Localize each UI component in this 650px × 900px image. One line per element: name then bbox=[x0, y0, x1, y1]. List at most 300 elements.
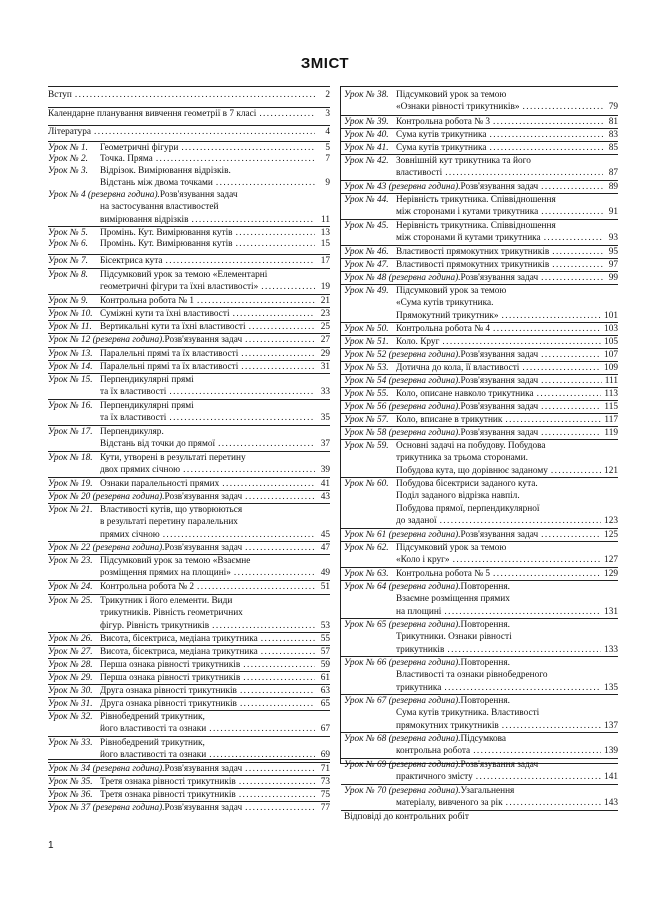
toc-entry[interactable] bbox=[341, 413, 618, 426]
toc-title: Контрольна робота № 4 bbox=[396, 324, 491, 334]
toc-title: Повторення. bbox=[460, 696, 510, 706]
toc-title: Повторення. bbox=[460, 658, 510, 668]
page-ref: 37 bbox=[320, 439, 330, 450]
lesson-number: Урок № 48 bbox=[344, 273, 387, 283]
toc-title: Розв'язування задач bbox=[460, 376, 539, 386]
page-ref: 9 bbox=[325, 178, 330, 189]
dot-leader bbox=[541, 529, 601, 541]
toc-line bbox=[344, 785, 618, 797]
toc-entry[interactable] bbox=[48, 320, 330, 333]
toc-entry[interactable] bbox=[341, 477, 618, 528]
lesson-number: Урок № 30. bbox=[48, 686, 93, 696]
lesson-note: (резервна година). bbox=[386, 376, 461, 386]
toc-title: Підсумковий урок за темою bbox=[396, 286, 507, 296]
toc-entry[interactable] bbox=[48, 307, 330, 320]
page-ref: 65 bbox=[320, 699, 330, 709]
lesson-number: Урок № 26. bbox=[48, 634, 93, 644]
toc-entry[interactable] bbox=[341, 180, 618, 193]
dot-leader bbox=[166, 255, 315, 267]
lesson-number: Урок № 44. bbox=[344, 195, 389, 205]
lesson-number: Урок № 2. bbox=[48, 154, 88, 164]
lesson-number: Урок № 50. bbox=[344, 324, 389, 334]
lesson-number: Урок № 57. bbox=[344, 415, 389, 425]
toc-entry[interactable] bbox=[341, 580, 618, 618]
lesson-number: Урок № 49. bbox=[344, 286, 389, 296]
toc-line bbox=[344, 181, 618, 193]
lesson-number: Урок № 25. bbox=[48, 596, 93, 606]
toc-entry[interactable] bbox=[341, 784, 618, 810]
toc-entry[interactable] bbox=[341, 541, 618, 567]
toc-line bbox=[48, 711, 330, 723]
toc-entry[interactable] bbox=[341, 115, 618, 128]
toc-title: Сума кутів трикутника bbox=[396, 143, 487, 153]
toc-entry[interactable] bbox=[48, 671, 330, 684]
toc-title: Сума кутів трикутника. Властивості bbox=[396, 708, 540, 719]
toc-title: Розв'язування задач bbox=[164, 543, 243, 553]
toc-title: матеріалу, вивченого за рік bbox=[396, 798, 503, 809]
toc-line bbox=[48, 452, 330, 464]
page-ref: 25 bbox=[320, 322, 330, 332]
toc-entry[interactable] bbox=[48, 788, 330, 801]
dot-leader bbox=[447, 644, 601, 656]
toc-title: Відстань між двома точками bbox=[100, 178, 213, 189]
page-number: 1 bbox=[48, 840, 54, 851]
page-ref: 109 bbox=[604, 363, 618, 373]
toc-title: Розв'язування задач bbox=[460, 428, 539, 438]
toc-entry[interactable] bbox=[341, 439, 618, 477]
lesson-number: Урок № 17. bbox=[48, 427, 93, 437]
toc-title: Підсумковий урок за темою bbox=[396, 90, 507, 100]
toc-entry[interactable] bbox=[48, 238, 330, 250]
toc-entry[interactable] bbox=[48, 645, 330, 658]
dot-leader bbox=[261, 281, 315, 293]
toc-title: Побудова прямої, перпендикулярної bbox=[396, 503, 540, 514]
toc-line bbox=[344, 797, 618, 809]
lesson-note: (резервна година). bbox=[386, 402, 461, 412]
lesson-number: Урок № 29. bbox=[48, 673, 93, 683]
toc-entry[interactable] bbox=[341, 567, 618, 580]
lesson-number: Урок № 66 bbox=[344, 658, 387, 668]
toc-entry[interactable] bbox=[341, 258, 618, 271]
toc-entry[interactable] bbox=[341, 361, 618, 374]
toc-entry[interactable] bbox=[341, 528, 618, 541]
lesson-number: Урок № 68 bbox=[344, 734, 387, 744]
toc-entry[interactable] bbox=[341, 89, 618, 114]
toc-title: Контрольна робота № 5 bbox=[396, 569, 491, 579]
page-ref: 97 bbox=[608, 260, 618, 270]
toc-line bbox=[48, 438, 330, 450]
page-ref: 129 bbox=[604, 569, 618, 579]
toc-column-left bbox=[48, 86, 330, 813]
toc-entry[interactable] bbox=[341, 245, 618, 258]
toc-entry[interactable] bbox=[48, 333, 330, 346]
toc-line bbox=[344, 771, 618, 783]
toc-entry[interactable] bbox=[48, 710, 330, 736]
toc-line bbox=[344, 401, 618, 413]
lesson-number: Урок № 40. bbox=[344, 130, 389, 140]
dot-leader bbox=[245, 491, 315, 503]
toc-title: геометричні фігури та їхні властивості» bbox=[100, 282, 259, 293]
lesson-number: Урок № 27. bbox=[48, 647, 93, 657]
toc-title: двох прямих січною bbox=[100, 465, 181, 476]
toc-line bbox=[48, 659, 330, 671]
toc-line bbox=[48, 607, 330, 619]
toc-line bbox=[48, 802, 330, 814]
toc-line bbox=[344, 811, 618, 823]
lesson-number: Урок № 38. bbox=[344, 90, 389, 100]
toc-entry[interactable] bbox=[341, 348, 618, 361]
toc-line bbox=[344, 707, 618, 719]
toc-title: Сума кутів трикутника bbox=[396, 130, 487, 140]
toc-entry[interactable] bbox=[341, 335, 618, 348]
toc-entry[interactable] bbox=[341, 758, 618, 784]
toc-line bbox=[48, 789, 330, 801]
toc-line bbox=[344, 644, 618, 656]
lesson-note: (резервна година). bbox=[386, 350, 461, 360]
toc-title: Паралельні прямі та їх властивості bbox=[100, 349, 239, 359]
toc-entry[interactable] bbox=[341, 387, 618, 400]
dot-leader bbox=[241, 361, 315, 373]
toc-line bbox=[344, 669, 618, 681]
toc-line bbox=[344, 733, 618, 745]
toc-line bbox=[344, 542, 618, 554]
lesson-number: Урок № 39. bbox=[344, 117, 389, 127]
toc-entry[interactable] bbox=[48, 399, 330, 425]
toc-line bbox=[48, 763, 330, 775]
toc-title: в результаті перетину паралельних bbox=[100, 517, 238, 528]
toc-entry[interactable] bbox=[341, 219, 618, 245]
toc-title: Календарне планування вивчення геометрії в 7 класі bbox=[48, 109, 257, 119]
toc-line bbox=[344, 116, 618, 128]
toc-entry[interactable] bbox=[48, 541, 330, 554]
dot-leader bbox=[552, 259, 603, 271]
toc-entry[interactable] bbox=[341, 284, 618, 322]
dot-leader bbox=[502, 720, 601, 732]
toc-title: трикутників bbox=[396, 644, 445, 655]
dot-leader bbox=[502, 310, 602, 322]
lesson-number: Урок № 3. bbox=[48, 166, 88, 176]
lesson-number: Урок № 51. bbox=[344, 337, 389, 347]
toc-title: Розв'язування задач bbox=[460, 273, 539, 283]
lesson-number: Урок № 54 bbox=[344, 376, 387, 386]
toc-title: Розв'язування задач bbox=[460, 182, 539, 192]
page-ref: 123 bbox=[604, 516, 618, 527]
toc-title: на площині bbox=[396, 606, 442, 617]
toc-line bbox=[48, 348, 330, 360]
dot-leader bbox=[541, 427, 601, 439]
toc-line bbox=[344, 194, 618, 206]
toc-entry[interactable] bbox=[341, 618, 618, 656]
toc-entry[interactable] bbox=[341, 193, 618, 219]
toc-entry[interactable] bbox=[48, 125, 330, 138]
toc-title: Перпендикулярні прямі bbox=[100, 401, 194, 411]
toc-title: Розв'язування задач bbox=[164, 335, 243, 345]
toc-entry[interactable] bbox=[341, 128, 618, 141]
toc-entry[interactable] bbox=[48, 490, 330, 503]
toc-title: та їх властивості bbox=[100, 413, 167, 424]
toc-line bbox=[344, 349, 618, 361]
toc-title: Контрольна робота № 1 bbox=[100, 296, 195, 306]
toc-title: Суміжні кути та їхні властивості bbox=[100, 309, 230, 319]
toc-title: Нерівність трикутника. Співвідношення bbox=[396, 195, 556, 205]
toc-title: Коло. Круг bbox=[396, 337, 440, 347]
toc-entry[interactable] bbox=[341, 810, 618, 823]
toc-entry[interactable] bbox=[48, 425, 330, 451]
toc-line bbox=[344, 759, 618, 771]
toc-title: «Коло і круг» bbox=[396, 555, 450, 566]
toc-title: Узагальнення bbox=[460, 786, 515, 796]
dot-leader bbox=[197, 581, 315, 593]
toc-entry[interactable] bbox=[341, 400, 618, 413]
dot-leader bbox=[234, 567, 315, 579]
page-ref: 45 bbox=[320, 529, 330, 540]
page-ref: 107 bbox=[604, 350, 618, 360]
toc-title: Перша ознака рівності трикутників bbox=[100, 673, 241, 683]
page-ref: 105 bbox=[604, 337, 618, 347]
toc-line bbox=[344, 259, 618, 271]
lesson-number: Урок № 35. bbox=[48, 777, 93, 787]
toc-entry[interactable] bbox=[48, 775, 330, 788]
toc-line bbox=[344, 619, 618, 631]
page-ref: 79 bbox=[608, 102, 618, 113]
toc-title: Нерівність трикутника. Співвідношення bbox=[396, 221, 556, 231]
toc-entry[interactable] bbox=[341, 374, 618, 387]
dot-leader bbox=[440, 515, 601, 527]
toc-title: до заданої bbox=[396, 516, 437, 527]
toc-column-right bbox=[340, 86, 618, 822]
page-ref: 99 bbox=[608, 273, 618, 283]
toc-line bbox=[344, 232, 618, 244]
lesson-number: Урок № 45. bbox=[344, 221, 389, 231]
lesson-number: Урок № 22 bbox=[48, 543, 91, 553]
dot-leader bbox=[541, 375, 602, 387]
page-ref: 49 bbox=[320, 568, 330, 579]
toc-line bbox=[344, 631, 618, 643]
toc-title: та їх властивості bbox=[100, 387, 167, 398]
toc-title: Рівнобедрений трикутник, bbox=[100, 712, 205, 722]
dot-leader bbox=[222, 478, 315, 490]
lesson-number: Урок № 8. bbox=[48, 270, 88, 280]
toc-entry[interactable] bbox=[341, 271, 618, 284]
toc-title: трикутника за трьома сторонами. bbox=[396, 453, 528, 464]
dot-leader bbox=[541, 272, 603, 284]
toc-line bbox=[48, 269, 330, 281]
page-ref: 77 bbox=[320, 803, 330, 813]
dot-leader bbox=[209, 723, 315, 735]
lesson-number: Урок № 20 bbox=[48, 492, 91, 502]
toc-entry[interactable] bbox=[48, 477, 330, 490]
page-ref: 73 bbox=[320, 777, 330, 787]
dot-leader bbox=[191, 214, 315, 226]
page-ref: 27 bbox=[320, 335, 330, 345]
dot-leader bbox=[261, 633, 315, 645]
toc-title: Перша ознака рівності трикутників bbox=[100, 660, 241, 670]
toc-entry[interactable] bbox=[48, 347, 330, 360]
toc-title: Геометричні фігури bbox=[100, 143, 179, 153]
page-ref: 139 bbox=[604, 746, 618, 757]
lesson-number: Урок № 62. bbox=[344, 543, 389, 553]
page-ref: 119 bbox=[604, 428, 618, 438]
toc-entry[interactable] bbox=[341, 426, 618, 439]
dot-leader bbox=[239, 789, 315, 801]
toc-line bbox=[344, 452, 618, 464]
dot-leader bbox=[245, 334, 315, 346]
page-ref: 131 bbox=[604, 606, 618, 617]
toc-entry[interactable] bbox=[48, 762, 330, 775]
page-ref: 5 bbox=[325, 143, 330, 153]
toc-title: Рівнобедрений трикутник, bbox=[100, 738, 205, 748]
lesson-note: (резервна година). bbox=[90, 335, 165, 345]
toc-entry[interactable] bbox=[341, 141, 618, 154]
toc-line bbox=[344, 142, 618, 154]
toc-line bbox=[48, 491, 330, 503]
page-ref: 63 bbox=[320, 686, 330, 696]
toc-line bbox=[344, 745, 618, 757]
lesson-note: (резервна година). bbox=[386, 734, 461, 744]
toc-entry[interactable] bbox=[341, 694, 618, 732]
toc-entry[interactable] bbox=[48, 632, 330, 645]
dot-leader bbox=[245, 802, 315, 814]
toc-line bbox=[344, 129, 618, 141]
toc-entry[interactable] bbox=[48, 684, 330, 697]
toc-line bbox=[48, 516, 330, 528]
toc-entry[interactable] bbox=[341, 656, 618, 694]
page-ref: 103 bbox=[604, 324, 618, 334]
dot-leader bbox=[94, 126, 315, 138]
lesson-number: Урок № 16. bbox=[48, 401, 93, 411]
dot-leader bbox=[541, 349, 601, 361]
toc-line bbox=[48, 177, 330, 189]
toc-entry[interactable] bbox=[48, 736, 330, 762]
toc-title: Розв'язування задач bbox=[164, 764, 243, 774]
page-ref: 41 bbox=[320, 479, 330, 489]
toc-entry[interactable] bbox=[48, 89, 330, 101]
toc-title: Ознаки паралельності прямих bbox=[100, 479, 220, 489]
page-title: ЗМІСТ bbox=[300, 55, 350, 72]
lesson-number: Урок № 24. bbox=[48, 582, 93, 592]
toc-line bbox=[344, 246, 618, 258]
toc-line bbox=[48, 464, 330, 476]
toc-title: Кути, утворені в результаті перетину bbox=[100, 453, 246, 463]
toc-title: «Ознаки рівності трикутників» bbox=[396, 102, 520, 113]
dot-leader bbox=[523, 101, 603, 113]
toc-line bbox=[344, 220, 618, 232]
dot-leader bbox=[75, 89, 315, 101]
toc-title: Розв'язування задач bbox=[164, 803, 243, 813]
toc-title: Третя ознака рівності трикутників bbox=[100, 777, 236, 787]
toc-line bbox=[344, 206, 618, 218]
page-ref: 55 bbox=[320, 634, 330, 644]
toc-entry[interactable] bbox=[48, 451, 330, 477]
toc-title: Розв'язування задач bbox=[460, 402, 539, 412]
toc-line bbox=[48, 698, 330, 710]
toc-entry[interactable] bbox=[48, 801, 330, 814]
toc-entry[interactable] bbox=[48, 658, 330, 671]
toc-line bbox=[344, 297, 618, 309]
page-ref: 75 bbox=[320, 790, 330, 800]
toc-title: Третя ознака рівності трикутників bbox=[100, 790, 236, 800]
toc-entry[interactable] bbox=[48, 360, 330, 373]
toc-entry[interactable] bbox=[48, 189, 330, 226]
toc-line bbox=[344, 323, 618, 335]
page-ref: 43 bbox=[320, 492, 330, 502]
page-ref: 2 bbox=[325, 90, 330, 100]
dot-leader bbox=[493, 323, 601, 335]
toc-entry[interactable] bbox=[48, 254, 330, 267]
toc-entry[interactable] bbox=[48, 554, 330, 580]
toc-entry[interactable] bbox=[341, 154, 618, 180]
toc-entry[interactable] bbox=[341, 322, 618, 335]
toc-entry[interactable] bbox=[48, 294, 330, 307]
toc-entry[interactable] bbox=[48, 373, 330, 399]
toc-title: Розв'язування задач bbox=[460, 350, 539, 360]
lesson-note: (резервна година). bbox=[90, 543, 165, 553]
toc-line bbox=[48, 633, 330, 645]
lesson-number: Урок № 63. bbox=[344, 569, 389, 579]
lesson-number: Урок № 59. bbox=[344, 441, 389, 451]
dot-leader bbox=[241, 348, 315, 360]
dot-leader bbox=[239, 776, 315, 788]
lesson-number: Урок № 58 bbox=[344, 428, 387, 438]
lesson-number: Урок № 37 bbox=[48, 803, 91, 813]
dot-leader bbox=[453, 554, 601, 566]
toc-title: Основні задачі на побудову. Побудова bbox=[396, 441, 546, 451]
toc-entry[interactable] bbox=[48, 580, 330, 593]
lesson-note: (резервна година). bbox=[386, 786, 461, 796]
toc-title: прямих січною bbox=[100, 529, 160, 540]
toc-entry[interactable] bbox=[48, 153, 330, 165]
toc-title: Друга ознака рівності трикутників bbox=[100, 699, 237, 709]
lesson-number: Урок № 43 bbox=[344, 182, 387, 192]
toc-line bbox=[48, 308, 330, 320]
page-ref: 113 bbox=[604, 389, 618, 399]
toc-line bbox=[48, 126, 330, 138]
dot-leader bbox=[261, 646, 315, 658]
page-ref: 133 bbox=[604, 644, 618, 655]
page-ref: 21 bbox=[320, 296, 330, 306]
toc-entry[interactable] bbox=[48, 697, 330, 710]
toc-entry[interactable] bbox=[48, 165, 330, 190]
lesson-note: (резервна година). bbox=[386, 273, 461, 283]
toc-entry[interactable] bbox=[48, 107, 330, 120]
lesson-number: Урок № 14. bbox=[48, 362, 93, 372]
toc-title: Промінь. Кут. Вимірювання кутів bbox=[100, 239, 233, 249]
toc-title: Бісектриса кута bbox=[100, 256, 163, 266]
page-ref: 23 bbox=[320, 309, 330, 319]
toc-title: Підсумковий урок за темою «Взаємне bbox=[100, 556, 251, 566]
toc-line bbox=[344, 515, 618, 527]
toc-line bbox=[48, 737, 330, 749]
toc-title: Дотична до кола, її властивості bbox=[396, 363, 520, 373]
toc-title: Розв'язування задач bbox=[164, 492, 243, 502]
toc-line bbox=[344, 657, 618, 669]
toc-line bbox=[48, 555, 330, 567]
page-ref: 11 bbox=[321, 214, 330, 225]
lesson-note: (резервна година). bbox=[386, 182, 461, 192]
toc-entry[interactable] bbox=[48, 268, 330, 294]
toc-title: Відстань від точки до прямої bbox=[100, 439, 216, 450]
toc-entry[interactable] bbox=[48, 594, 330, 632]
toc-line bbox=[48, 595, 330, 607]
toc-line bbox=[48, 542, 330, 554]
toc-line bbox=[344, 101, 618, 113]
lesson-number: Урок № 13. bbox=[48, 349, 93, 359]
lesson-number: Урок № 7. bbox=[48, 256, 88, 266]
toc-entry[interactable] bbox=[341, 732, 618, 758]
toc-entry[interactable] bbox=[48, 503, 330, 541]
toc-line bbox=[48, 646, 330, 658]
toc-title: Відрізок. Вимірювання відрізків. bbox=[100, 166, 231, 176]
